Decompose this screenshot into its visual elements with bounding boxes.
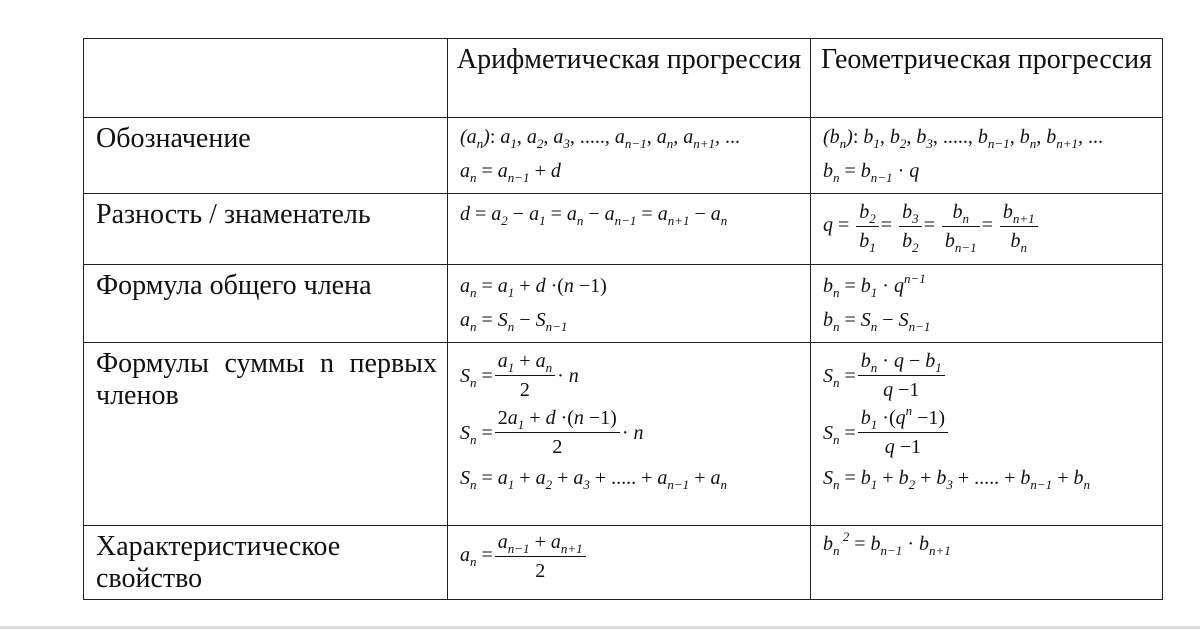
arith-property-formula: $a_n$ = $\frac{a_{n-1} + a_{n+1}}{2}$ [448,526,810,583]
geom-property-formula: $b_n$ $^2 = b_{n-1} \cdot b_{n+1}$ [823,529,951,558]
page-bottom-edge [0,626,1200,629]
arith-difference-formula: $d = a_2 - a_1 = a_n - a_{n-1} = a_{n+1} - a_n$ [460,203,728,228]
header-arithmetic: Арифметическая прогрессия [448,39,811,118]
geom-sum-cell [811,343,1163,526]
arith-general-formula-1: $a_n = a_1 + d \cdot(n -1)$ [460,275,607,300]
geom-sum-formula-2: $S_n$ = $\frac{b_1 \cdot(q^n -1)}{q -1}$ [823,406,1162,459]
geom-ratio-cell [811,194,1163,265]
progression-table [83,38,1163,600]
arith-notation-cell [448,118,811,194]
arith-sum-cell [448,343,811,526]
table-row [84,265,1163,343]
arith-general-cell [448,265,811,343]
header-geometric: Геометрическая прогрессия [811,39,1163,118]
table-header-row [84,39,1163,118]
arith-notation-formula-2: $a_n = a_{n-1} + d$ [460,160,561,185]
geom-general-cell [811,265,1163,343]
row-label-property: Характеристическое свойство [84,526,448,600]
arith-difference-cell [448,194,811,265]
table-row [84,343,1163,526]
geom-notation-formula-2: $b_n = b_{n-1} \cdot q$ [823,160,920,185]
header-empty-cell [84,39,448,118]
table-row [84,526,1163,600]
row-label-notation: Обозначение [84,118,448,194]
geom-general-formula-1: $b_n = b_1 \cdot q^{n-1}$ [823,271,926,300]
arith-notation-formula-1: $(a_n)$: $a_1$, $a_2$, $a_3$, ....., $a_{n-1}$, $a_n$, $a_{n+1}$, ... $a_n = a_{n-1} + d$ [448,118,810,186]
table-row [84,118,1163,194]
row-label-difference: Разность / знаменатель [84,194,448,265]
geom-sum-formula-1: $S_n$ = $\frac{b_n \cdot q - b_1}{q -1}$ [823,349,1162,402]
geom-sum-formula-3: $S_n = b_1 + b_2 + b_3$ + ..... + $b_{n-1} + b_n$ [823,467,1090,492]
table-row [84,194,1163,265]
geom-notation-formula-1: $(b_n)$: $b_1$, $b_2$, $b_3$, ....., $b_{n-1}$, $b_n$, $b_{n+1}$, ... $b_n = b_{n-1} \cdot q$ [811,118,1162,186]
row-label-sum: Формулы суммы n первых членов [84,343,448,526]
arith-general-formula-2: $a_n = S_n - S_{n-1}$ [460,309,568,334]
geom-property-cell [811,526,1163,600]
arith-sum-formula-1: $S_n$ = $\frac{a_1 + a_n}{2}$ · n [460,350,579,401]
geom-general-formula-2: $b_n = S_n - S_{n-1}$ [823,309,931,334]
arith-sum-formula-2: $S_n$ = $\frac{2a_1 + d \cdot(n -1)}{2}$ · n [460,407,644,458]
geom-ratio-formula: q = $\frac{b_2}{b_1}$ = $\frac{b_3}{b_2}$ = $\frac{b_n}{b_{n-1}}$ = $\frac{b_{n+1}}{b_n}$ [811,194,1162,253]
arith-sum-formula-3: $S_n = a_1 + a_2 + a_3$ + ..... + $a_{n-1} + a_n$ [460,467,727,492]
row-label-general-term: Формула общего члена [84,265,448,343]
arith-property-cell [448,526,811,600]
geom-notation-cell [811,118,1163,194]
